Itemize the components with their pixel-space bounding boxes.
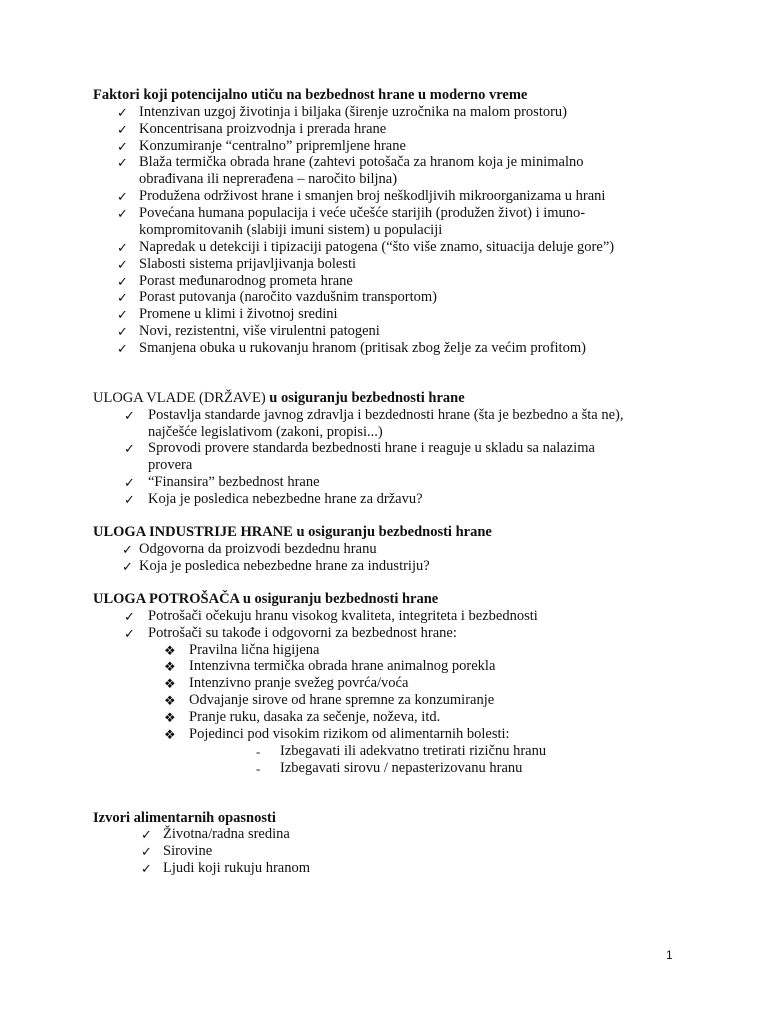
check-icon: ✓ bbox=[124, 492, 135, 507]
sub-list-item: Pravilna lična higijena bbox=[189, 642, 320, 658]
list-item-continuation: najčešće legislativom (zakoni, propisi...) bbox=[148, 424, 383, 440]
list-item: Promene u klimi i životnoj sredini bbox=[139, 306, 338, 322]
check-icon: ✓ bbox=[117, 257, 128, 272]
section2-heading-rest: u osiguranju bezbednosti hrane bbox=[265, 390, 465, 406]
sub-sub-list-item: Izbegavati sirovu / nepasterizovanu hranu bbox=[280, 760, 523, 776]
list-item: Životna/radna sredina bbox=[163, 826, 290, 842]
check-icon: ✓ bbox=[117, 105, 128, 120]
section2-heading bbox=[93, 390, 465, 407]
list-item: Blaža termička obrada hrane (zahtevi potošača za hranom koja je minimalno bbox=[139, 154, 584, 170]
section4-heading bbox=[93, 591, 438, 608]
check-icon: ✓ bbox=[117, 240, 128, 255]
check-icon: ✓ bbox=[117, 122, 128, 137]
list-item: Sprovodi provere standarda bezbednosti hrane i reaguje u skladu sa nalazima bbox=[148, 440, 595, 456]
section3-heading-bold: ULOGA INDUSTRIJE HRANE bbox=[93, 524, 293, 540]
list-item: Koja je posledica nebezbedne hrane za državu? bbox=[148, 491, 423, 507]
diamond-bullet-icon: ❖ bbox=[164, 659, 176, 674]
list-item: Intenzivan uzgoj životinja i biljaka (širenje uzročnika na malom prostoru) bbox=[139, 104, 568, 120]
sub-list-item: Intenzivno pranje svežeg povrća/voća bbox=[189, 675, 409, 691]
check-icon: ✓ bbox=[117, 206, 128, 221]
list-item: Produžena održivost hrane i smanjen broj neškodljivih mikroorganizama u hrani bbox=[139, 188, 606, 204]
check-icon: ✓ bbox=[141, 844, 152, 859]
list-item: Slabosti sistema prijavljivanja bolesti bbox=[139, 256, 357, 272]
check-icon: ✓ bbox=[117, 139, 128, 154]
check-icon: ✓ bbox=[124, 609, 135, 624]
check-icon: ✓ bbox=[117, 324, 128, 339]
check-icon: ✓ bbox=[117, 189, 128, 204]
list-item: Odgovorna da proizvodi bezdednu hranu bbox=[139, 541, 377, 557]
diamond-bullet-icon: ❖ bbox=[164, 643, 176, 658]
list-item: Ljudi koji rukuju hranom bbox=[163, 860, 310, 876]
list-item-continuation: provera bbox=[148, 457, 193, 473]
section4-heading-bold: ULOGA POTROŠAČA bbox=[93, 591, 240, 607]
page-number: 1 bbox=[666, 948, 673, 962]
diamond-bullet-icon: ❖ bbox=[164, 710, 176, 725]
section1-heading: Faktori koji potencijalno utiču na bezbednost hrane u moderno vreme bbox=[93, 87, 528, 103]
list-item: Novi, rezistentni, više virulentni patogeni bbox=[139, 323, 380, 339]
check-icon: ✓ bbox=[124, 475, 135, 490]
check-icon: ✓ bbox=[117, 155, 128, 170]
sub-sub-list-item: Izbegavati ili adekvatno tretirati rizičnu hranu bbox=[280, 743, 547, 759]
dash-bullet: - bbox=[256, 761, 261, 776]
list-item: Potrošači očekuju hranu visokog kvaliteta, integriteta i bezbednosti bbox=[148, 608, 538, 624]
section3-heading bbox=[93, 524, 492, 541]
list-item: Potrošači su takođe i odgovorni za bezbednost hrane: bbox=[148, 625, 457, 641]
sub-list-item: Pojedinci pod visokim rizikom od alimentarnih bolesti: bbox=[189, 726, 510, 742]
list-item: Napredak u detekciji i tipizaciji patogena (“što više znamo, situacija deluje gore”) bbox=[139, 239, 615, 255]
check-icon: ✓ bbox=[124, 441, 135, 456]
check-icon: ✓ bbox=[122, 542, 133, 557]
check-icon: ✓ bbox=[124, 626, 135, 641]
list-item: Koncentrisana proizvodnja i prerada hrane bbox=[139, 121, 387, 137]
sub-list-item: Intenzivna termička obrada hrane animalnog porekla bbox=[189, 658, 496, 674]
diamond-bullet-icon: ❖ bbox=[164, 727, 176, 742]
list-item-continuation: kompromitovanih (slabiji imuni sistem) u populaciji bbox=[139, 222, 443, 238]
list-item: Koja je posledica nebezbedne hrane za industriju? bbox=[139, 558, 430, 574]
sub-list-item: Odvajanje sirove od hrane spremne za konzumiranje bbox=[189, 692, 495, 708]
list-item: Porast međunarodnog prometa hrane bbox=[139, 273, 353, 289]
list-item: Porast putovanja (naročito vazdušnim transportom) bbox=[139, 289, 437, 305]
section3-heading-rest: u osiguranju bezbednosti hrane bbox=[292, 524, 492, 540]
check-icon: ✓ bbox=[117, 307, 128, 322]
check-icon: ✓ bbox=[122, 559, 133, 574]
section5-heading: Izvori alimentarnih opasnosti bbox=[93, 810, 276, 826]
list-item: Povećana humana populacija i veće učešće starijih (produžen život) i imuno- bbox=[139, 205, 586, 221]
check-icon: ✓ bbox=[124, 408, 135, 423]
list-item-continuation: obrađivana ili neprerađena – naročito biljna) bbox=[139, 171, 398, 187]
list-item: “Finansira” bezbednost hrane bbox=[148, 474, 320, 490]
section2-heading-bold: ULOGA VLADE (DRŽAVE) bbox=[93, 390, 266, 406]
check-icon: ✓ bbox=[141, 861, 152, 876]
list-item: Postavlja standarde javnog zdravlja i bezdednosti hrane (šta je bezbedno a šta ne), bbox=[148, 407, 624, 423]
diamond-bullet-icon: ❖ bbox=[164, 693, 176, 708]
check-icon: ✓ bbox=[117, 290, 128, 305]
check-icon: ✓ bbox=[117, 341, 128, 356]
list-item: Sirovine bbox=[163, 843, 213, 859]
list-item: Konzumiranje “centralno” pripremljene hrane bbox=[139, 138, 406, 154]
diamond-bullet-icon: ❖ bbox=[164, 676, 176, 691]
check-icon: ✓ bbox=[117, 274, 128, 289]
list-item: Smanjena obuka u rukovanju hranom (pritisak zbog želje za većim profitom) bbox=[139, 340, 586, 356]
check-icon: ✓ bbox=[141, 827, 152, 842]
sub-list-item: Pranje ruku, dasaka za sečenje, noževa, itd. bbox=[189, 709, 441, 725]
dash-bullet: - bbox=[256, 744, 261, 759]
section4-heading-rest: u osiguranju bezbednosti hrane bbox=[239, 591, 439, 607]
